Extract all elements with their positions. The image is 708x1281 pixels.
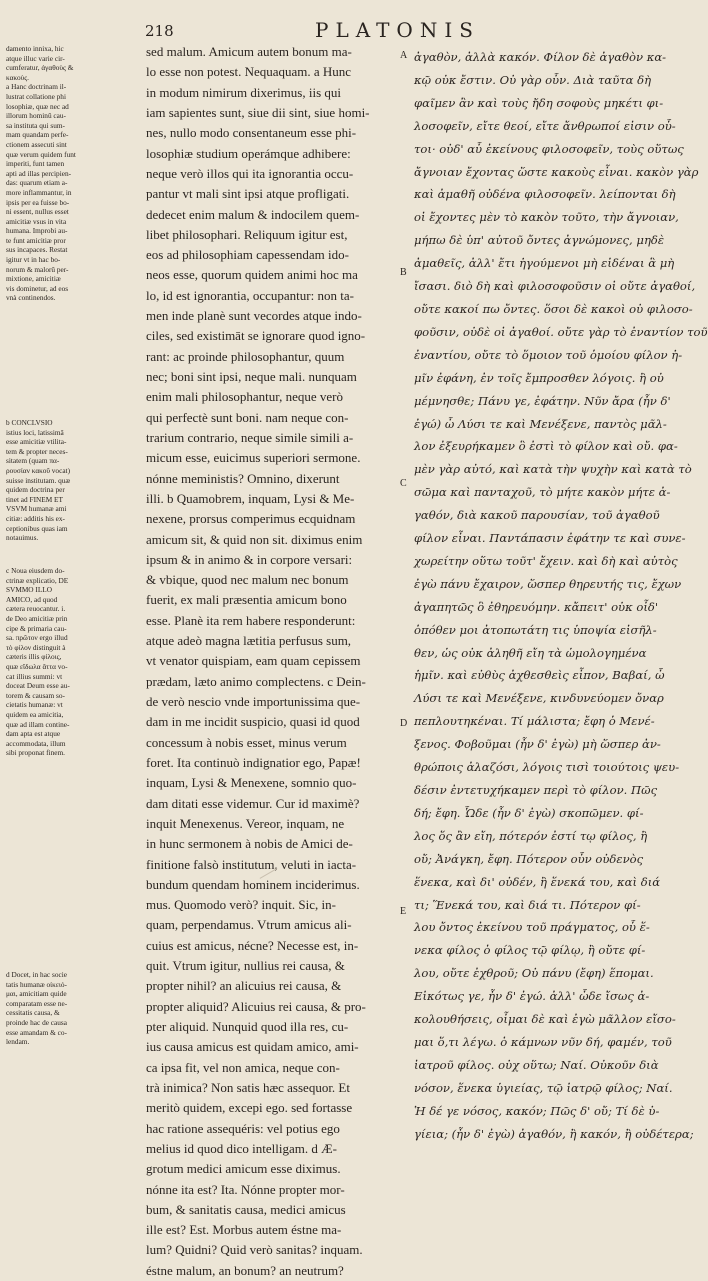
margin-note-line: damento innixa, hic — [6, 44, 64, 53]
greek-text-line: κολουθήσεις, οἶμαι δὲ καὶ ἐγὼ μᾶλλον εἴσο- — [414, 1012, 676, 1027]
greek-text-line: δέσιν ἐντετυχήκαμεν περὶ τὸ φίλον. Πῶς — [414, 783, 658, 797]
greek-text-line: λοσοφεῖν, εἴτε θεοί, εἴτε ἄνθρωποί εἰσιν οὗ- — [414, 118, 676, 133]
margin-note-line: sitatem (quam πα- — [6, 456, 60, 466]
greek-text-line: μήπω δὲ ὑπ' αὐτοῦ ὄντες ἀγνώμονες, μηδὲ — [414, 233, 665, 248]
greek-text-line: μέμνησθε; Πάνυ γε, ἐφάτην. Νῦν ἄρα (ἦν δ' — [414, 393, 671, 408]
section-letter-a: A — [400, 50, 408, 61]
margin-note-line: torem & causam so- — [6, 690, 65, 700]
greek-text-line: ἄγνοιαν ἔχοντας ὥστε κακοὺς εἶναι. κακὸν γὰρ — [414, 164, 699, 179]
greek-text-line: ἀμαθεῖς, ἀλλ' ἔτι ἡγούμενοι μὴ εἰδέναι ἃ μὴ — [414, 256, 675, 271]
latin-text-line: finitione falsò institutum, veluti in iacta- — [146, 856, 357, 872]
margin-note-line: notauimus. — [6, 533, 39, 543]
margin-note-line: quæ ad illam contine- — [6, 719, 70, 729]
greek-text-line: λον ἐξευρήκαμεν ὃ ἐστὶ τὸ φίλον καὶ οὔ. φα- — [414, 439, 678, 454]
margin-note-line: quidem doctrina per — [6, 485, 65, 495]
greek-text-line: ἐγώ) ὦ Λύσι τε καὶ Μενέξενε, παντὸς μᾶλ- — [414, 416, 667, 431]
greek-text-line: ἴσασι. διὸ δὴ καὶ φιλοσοφοῦσιν οἱ οὔτε ἀγαθοί, — [414, 279, 696, 294]
greek-text-line: τοι· οὐδ' αὖ ἐκείνους φιλοσοφεῖν, τοὺς οὕτως — [414, 141, 684, 156]
latin-text-line: dedecet enim malum & indocilem quem- — [146, 206, 360, 222]
latin-text-line: eos ad philosophiam capessendam ido- — [146, 247, 349, 263]
latin-text-line: trarium contrario, neque simile simili a- — [146, 429, 354, 445]
margin-note-line: imperiti, funt tamen — [6, 159, 65, 169]
margin-note-line: lustrat collatione phi — [6, 91, 66, 101]
latin-text-line: iam sapientes sunt, siue dii sint, siue homi- — [146, 104, 370, 120]
latin-text-line: losophiæ studium operámque adhibere: — [146, 145, 351, 161]
margin-note-line: sibi proponat finem. — [6, 748, 65, 758]
latin-text-line: nec; boni sint ipsi, neque mali. nunquam — [146, 369, 357, 384]
latin-text-line: amicum sit, & quid non sit. diximus enim — [146, 531, 363, 547]
greek-text-line: ξενος. Φοβοῦμαι (ἦν δ' ἐγὼ) μὴ ὥσπερ ἀν- — [414, 737, 661, 752]
greek-text-line: μὲν γὰρ αὐτό, καὶ κατὰ τὴν ψυχὴν καὶ κατὰ τὸ — [414, 462, 692, 477]
running-title: PLATONIS — [315, 18, 480, 42]
margin-note-line: comparatam esse ne- — [6, 998, 68, 1008]
greek-text-line: οὔτε κακοί πω ὄντες. ὅσοι δὲ κακοὶ οὐ φιλοσο- — [414, 301, 693, 316]
margin-note-line: dam apta est atque — [6, 729, 61, 739]
latin-text-line: libet philosophari. Reliquum igitur est, — [146, 226, 348, 242]
latin-text-line: ius causa amicus est quidam amico, ami- — [146, 1039, 359, 1055]
page-number: 218 — [145, 22, 174, 40]
margin-note-line: accommodata, illum — [6, 738, 66, 748]
latin-text-line: cuius est amicus, nécne? Necesse est, in- — [146, 937, 359, 953]
latin-text-line: atque adeò magna lætitia perfusus sum, — [146, 633, 352, 649]
margin-note-line: quidem ea amicitia, — [6, 709, 64, 719]
greek-text-line: φαῖμεν ἂν καὶ τοὺς ἤδη σοφοὺς μηκέτι φι- — [414, 95, 664, 110]
latin-text-line: bum, & sanitatis causa, medici amicus — [146, 1201, 346, 1217]
greek-text-column — [414, 46, 708, 1146]
margin-note-line: de Deo amicitiæ prin — [6, 613, 68, 623]
latin-text-line: esse. Planè ita rem habere responderunt: — [146, 612, 356, 628]
margin-note-line: humana. Improbi au- — [6, 226, 68, 236]
latin-text-line: qui perfectè sunt boni. nam neque con- — [146, 409, 349, 425]
greek-text-line: πεπλουτηκέναι. Τί μάλιστα; ἔφη ὁ Μενέ- — [414, 714, 655, 729]
margin-note-line: amicitiæ vsus in vita — [6, 216, 67, 226]
margin-note-line: κακοὺς. — [6, 72, 29, 82]
margin-note-b — [6, 418, 144, 543]
latin-text-line: nes, nullo modo consentaneum esse phi- — [146, 125, 357, 141]
margin-note-line: tinet ad FINEM ET — [6, 494, 63, 504]
latin-text-line: ca ipsa fit, vel non amica, neque con- — [146, 1059, 340, 1075]
margin-note-line: c Noua eiusdem do- — [6, 566, 65, 575]
latin-text-line: rant: ac proinde philosophantur, quum — [146, 348, 345, 364]
latin-text-line: melius id quod dico intelligam. d Æ- — [146, 1140, 338, 1156]
greek-text-line: ἀγαθὸν, ἀλλὰ κακόν. Φίλον δὲ ἀγαθὸν κα- — [414, 50, 667, 64]
margin-note-line: cætera reuocantur. i. — [6, 604, 66, 614]
latin-text-line: enim mali philosophantur, neque verò — [146, 389, 343, 405]
margin-note-line: esse amicitiæ vtilita- — [6, 437, 67, 447]
greek-text-line: ἐναντίου, οὔτε τὸ ὅμοιον τοῦ ὁμοίου φίλον ἡ- — [414, 347, 683, 362]
margin-note-line: cæteris illis φίλοις, — [6, 652, 62, 662]
greek-text-line: θεν, ὡς οὐκ ἀληθῆ εἴη τὰ ὡμολογημένα — [414, 645, 647, 660]
margin-note-line: quæ verum quidem funt — [6, 149, 76, 159]
margin-note-line: proinde hac de causa — [6, 1017, 67, 1027]
latin-text-line: hac ratione assequéris: vel potius ego — [146, 1120, 340, 1136]
latin-text-line: sed malum. Amicum autem bonum ma- — [146, 44, 352, 59]
margin-note-line: te funt amicitiæ pror — [6, 235, 66, 245]
latin-text-line: trà inimica? Non satis hæc assequor. Et — [146, 1079, 350, 1095]
margin-note-line: cessitatis causa, & — [6, 1008, 60, 1018]
greek-text-line: καὶ ἀμαθῆ οὐδένα φιλοσοφεῖν. λείπονται δὴ — [414, 187, 676, 202]
margin-note-line: igitur vt in hac bo- — [6, 255, 61, 265]
latin-text-line: illi. b Quamobrem, inquam, Lysi & Me- — [146, 490, 355, 506]
greek-text-line: φοῦσιν, οὐδὲ οἱ ἀγαθοί. οὔτε γὰρ τὸ ἐναντίον τοῦ — [414, 324, 708, 339]
latin-text-line: nónne ita est? Ita. Nónne propter mor- — [146, 1181, 345, 1197]
section-letter-c: C — [400, 478, 407, 489]
greek-text-line: ἰατροῦ φίλος. οὐχ οὕτω; Ναί. Οὐκοῦν διὰ — [414, 1057, 659, 1072]
greek-text-line: Ἡ δέ γε νόσος, κακόν; Πῶς δ' οὔ; Τί δὲ ὑ- — [414, 1103, 660, 1118]
latin-text-line: vt venator quispiam, eam quam cepissem — [146, 653, 361, 669]
margin-note-line: quæ εἴδωλα ἄττα vo- — [6, 661, 68, 671]
latin-text-line: ciles, sed existimāt se ignorare quod igno- — [146, 328, 366, 344]
margin-note-line: vis dominetur, ad eos — [6, 283, 69, 293]
latin-text-line: éstne malum, an bonum? an neutrum? — [146, 1262, 344, 1278]
latin-text-line: neque verò illos qui ita ignorantia occu- — [146, 165, 354, 181]
margin-note-line: cietatis humanæ: vt — [6, 700, 63, 710]
margin-note-line: ceptionibus quas iam — [6, 523, 68, 533]
margin-note-line: SVMMO ILLO — [6, 585, 53, 595]
latin-text-line: lum? Quidni? Quid verò sanitas? inquam. — [146, 1242, 363, 1258]
margin-note-line: a Hanc doctrinam il- — [6, 82, 67, 92]
margin-note-line: tem & propter neces- — [6, 446, 68, 456]
greek-text-line: Λύσι τε καὶ Μενέξενε, κινδυνεύομεν ὄναρ — [414, 691, 664, 706]
margin-note-line: sa instituta qui sum- — [6, 120, 65, 130]
greek-text-line: δή; ἔφη. Ὧδε (ἦν δ' ἐγὼ) σκοπῶμεν. φί- — [414, 805, 644, 820]
margin-note-line: citiæ: additis his ex- — [6, 513, 65, 523]
margin-note-a — [6, 44, 144, 303]
margin-note-line: illorum hominũ cau- — [6, 111, 66, 121]
greek-text-line: νόσον, ἕνεκα ὑγιείας, τῷ ἰατρῷ φίλος; Ναί. — [414, 1080, 673, 1095]
latin-text-line: in modum nimirum dixerimus, iis qui — [146, 84, 341, 100]
greek-text-line: νεκα φίλος ὁ φίλος τῷ φίλῳ, ἢ οὔτε φί- — [414, 943, 646, 958]
margin-note-line: vnà continendos. — [6, 293, 56, 303]
latin-text-line: inquam, Lysi & Menexene, somnio quo- — [146, 775, 357, 791]
greek-text-line: ἀγαπητῶς ὃ ἐθηρευόμην. κἄπειτ' οὐκ οἶδ' — [414, 599, 659, 614]
margin-note-line: doceat Deum esse au- — [6, 681, 70, 691]
margin-note-line: cipe & primaria cau- — [6, 623, 67, 633]
greek-text-line: μαι ὅ,τι λέγω. ὁ κάμνων νῦν δή, φαμέν, τοῦ — [414, 1034, 672, 1049]
margin-note-line: μαι, amicitiam quide — [6, 989, 67, 999]
greek-text-line: ἐγὼ πάνυ ἔχαιρον, ὥσπερ θηρευτής τις, ἔχων — [414, 576, 682, 591]
margin-note-line: τὸ φίλον distinguit à — [6, 642, 66, 652]
latin-text-line: propter aliquid? Alicuius rei causa, & pro- — [146, 998, 366, 1014]
latin-text-line: bundum quendam hominem inciderimus. — [146, 876, 360, 892]
greek-text-line: ὁπόθεν μοι ἀτοπωτάτη τις ὑποψία εἰσῆλ- — [414, 622, 657, 637]
latin-text-line: lo esse non potest. Nequaquam. a Hunc — [146, 64, 352, 80]
greek-text-line: Εἰκότως γε, ἦν δ' ἐγώ. ἀλλ' ὧδε ἴσως ἀ- — [414, 989, 650, 1004]
greek-text-line: ἕνεκα, καὶ δι' οὐδέν, ἢ ἕνεκά του, καὶ διά — [414, 874, 661, 889]
latin-text-line: concessum à nobis esset, minus verum — [146, 734, 347, 750]
latin-text-line: in hunc sermonem à nobis de Amici de- — [146, 836, 353, 852]
greek-text-line: χωρείτην οὕτω τοῦτ' ἔχειν. καὶ δὴ καὶ αὐτὸς — [414, 553, 678, 568]
margin-note-line: mam quandam perfe- — [6, 130, 69, 140]
latin-text-line: dam in me incidit suspicio, quasi id quod — [146, 714, 360, 730]
margin-note-line: sus incapaces. Restat — [6, 245, 68, 255]
latin-text-line: ille est? Est. Morbus autem éstne ma- — [146, 1222, 342, 1238]
greek-text-line: κῷ οὐκ ἔστιν. Οὐ γὰρ οὖν. Διὰ ταῦτα δὴ — [414, 72, 652, 87]
margin-note-line: norum & malorũ per- — [6, 264, 69, 274]
latin-text-line: pantur vt mali sint ipsi atque profligati. — [146, 186, 350, 202]
margin-note-line: lendam. — [6, 1037, 30, 1047]
latin-translation-column — [146, 42, 398, 1281]
latin-text-line: mus. Quomodo verò? inquit. Sic, in- — [146, 897, 336, 913]
greek-text-line: ἡμῖν. καὶ εὐθὺς ἀχθεσθεὶς εἶπον, Βαβαί, ὦ — [414, 668, 665, 683]
margin-note-line: istius loci, latissimã — [6, 427, 64, 437]
greek-text-line: θρώποις ἀλαζόσι, λόγοις τισὶ τοιούτοις ψευ- — [414, 760, 680, 775]
latin-text-line: de verò nescio vnde importunissima que- — [146, 694, 361, 709]
margin-note-line: esse amandam & co- — [6, 1027, 67, 1037]
margin-note-line: mixtione, amicitiæ — [6, 274, 61, 284]
section-letter-d: D — [400, 718, 408, 729]
margin-note-c — [6, 566, 144, 758]
margin-note-line: ni essent, nullus esset — [6, 207, 69, 217]
margin-note-line: cumferatur, ἀγαθοὺς & — [6, 63, 74, 73]
margin-note-line: tatis humanæ οἰκειό- — [6, 979, 67, 989]
greek-text-line: γίεια; (ἦν δ' ἐγὼ) ἀγαθόν, ἢ κακόν, ἢ οὐδέτερα; — [414, 1126, 694, 1141]
margin-note-line: VSVM humanæ ami — [6, 504, 67, 514]
greek-text-line: λος ὅς ἂν εἴη, πότερόν ἐστί τῳ φίλος, ἢ — [414, 828, 648, 843]
greek-text-line: λου, οὔτε ἐχθροῦ; Οὐ πάνυ (ἔφη) ἕπομαι. — [414, 966, 654, 981]
latin-text-line: nónne meministis? Omnino, dixerunt — [146, 470, 340, 486]
latin-text-line: foret. Ita continuò indignatior ego, Papæ! — [146, 754, 361, 770]
margin-note-line: das: quarum etiam a- — [6, 178, 68, 188]
greek-text-line: λου ὄντος ἐκείνου τοῦ πράγματος, οὗ ἕ- — [414, 920, 650, 935]
latin-text-line: lo, id est ignorantia, occupantur: non ta- — [146, 287, 354, 303]
latin-text-line: quam, perpendamus. Vtrum amicus ali- — [146, 917, 352, 933]
margin-note-line: losophiæ, quæ nec ad — [6, 101, 69, 111]
latin-text-line: men inde planè sunt vecordes atque indo- — [146, 308, 362, 324]
greek-text-line: τι; Ἕνεκά του, καὶ διά τι. Πότερον φί- — [414, 897, 641, 912]
margin-note-line: cat illius summi: vt — [6, 671, 63, 681]
margin-note-line: apti ad illas percipien- — [6, 168, 72, 178]
greek-text-line: οἱ ἔχοντες μὲν τὸ κακὸν τοῦτο, τὴν ἄγνοιαν, — [414, 210, 679, 225]
margin-note-d — [6, 970, 144, 1047]
section-letter-e: E — [400, 906, 407, 917]
greek-text-line: οὔ; Ἀνάγκη, ἔφη. Πότερον οὖν οὐδενὸς — [414, 851, 644, 866]
section-letter-b: B — [400, 267, 407, 278]
latin-text-line: quit. Vtrum igitur, nullius rei causa, & — [146, 958, 345, 974]
margin-note-line: ctrinæ explicatio, DE — [6, 575, 69, 585]
latin-text-line: ipsum & in animo & in corpore versari: — [146, 551, 353, 567]
latin-text-line: grotum medici amicum esse diximus. — [146, 1161, 341, 1177]
margin-note-line: ctionem assecuti sint — [6, 139, 67, 149]
latin-text-line: propter nihil? an alicuius rei causa, & — [146, 978, 342, 994]
greek-text-line: μῖν ἐφάνη, ἐν τοῖς ἔμπροσθεν λόγοις. ἢ οὐ — [414, 370, 664, 385]
margin-note-line: suisse institutam. quæ — [6, 475, 71, 485]
latin-text-line: neos esse, quorum quidem animi hoc ma — [146, 267, 358, 283]
margin-note-line: ρουσίαν κακοῦ vocat) — [6, 465, 71, 475]
margin-note-line: sa. πρῶτον ergo illud — [6, 633, 68, 643]
latin-text-line: dam ditati esse videmur. Cur id maximè? — [146, 795, 360, 811]
margin-note-line: ipsis per ea fuisse bo- — [6, 197, 70, 207]
margin-note-line: b CONCLVSIO — [6, 418, 53, 427]
margin-note-line: AMICO, ad quod — [6, 594, 58, 604]
greek-text-line: σῶμα καὶ πανταχοῦ, τὸ μήτε κακὸν μήτε ἀ- — [414, 485, 671, 500]
latin-text-line: meritò quidem, excepi ego. sed fortasse — [146, 1100, 353, 1116]
latin-text-line: prædam, læto animo complectens. c Dein- — [146, 673, 366, 689]
margin-note-line: atque illuc varie cir- — [6, 53, 65, 63]
latin-text-line: fuerit, ex mali præsentia amicum bono — [146, 592, 347, 608]
latin-text-line: nexene, prorsus comperimus ecquidnam — [146, 511, 356, 527]
latin-text-line: pter aliquid. Nunquid quod illa res, cu- — [146, 1019, 349, 1034]
margin-note-line: d Docet, in hac socie — [6, 970, 67, 979]
margin-note-line: more inflammantur, in — [6, 187, 72, 197]
greek-text-line: γαθόν, διὰ κακοῦ παρουσίαν, τοῦ ἀγαθοῦ — [414, 508, 660, 523]
greek-text-line: φίλον εἶναι. Παντάπασιν ἐφάτην τε καὶ συνε- — [414, 531, 686, 546]
latin-text-line: micum esse, euicimus superiori sermone. — [146, 450, 361, 466]
latin-text-line: & vbique, quod nec malum nec bonum — [146, 572, 349, 588]
latin-text-line: inquit Menexenus. Vereor, inquam, ne — [146, 815, 345, 831]
